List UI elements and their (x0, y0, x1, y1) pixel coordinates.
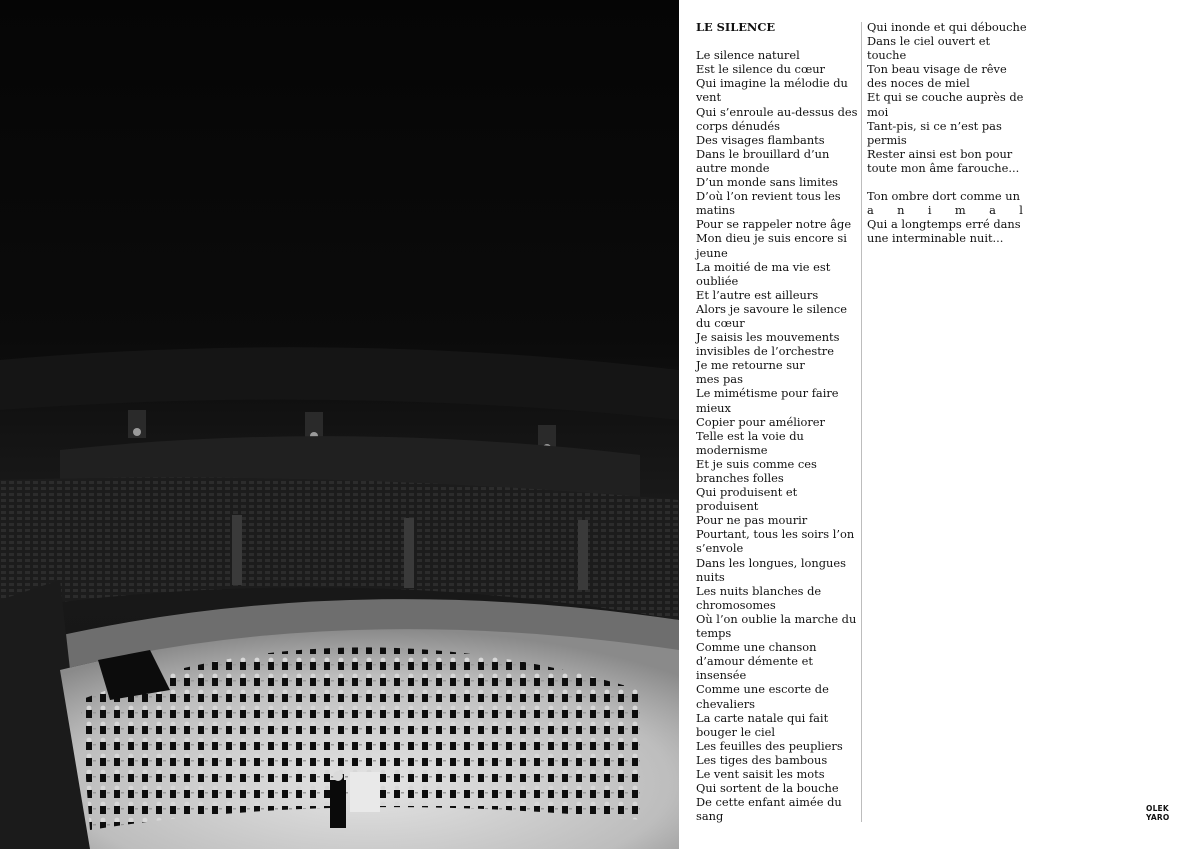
poem-line: Des visages flambants (696, 132, 825, 147)
poem-line: modernisme (696, 442, 768, 457)
poem-line: Les tiges des bambous (696, 752, 828, 767)
poem-line: Pourtant, tous les soirs l’on (696, 527, 855, 542)
poem-line: mes pas (696, 372, 743, 387)
poem-line: Ton beau visage de rêve (867, 62, 1007, 77)
poem-line: Qui inonde et qui débouche (867, 20, 1027, 34)
poem-line: La moitié de ma vie est (696, 259, 831, 274)
poem-line: Le silence naturel (696, 48, 800, 63)
poem-title: LE SILENCE (696, 20, 776, 34)
poem-line: Le vent saisit les mots (696, 766, 825, 781)
poem-line: invisibles de l’orchestre (696, 344, 834, 359)
poem-line: De cette enfant aimée du (696, 795, 842, 810)
poem-line: autre monde (696, 160, 770, 175)
poem-line: oubliée (696, 273, 739, 288)
poem-line: corps dénudés (696, 118, 781, 133)
poem-line: Et l’autre est ailleurs (696, 287, 819, 302)
poem-line: sang (696, 809, 724, 824)
poem-line: Mon dieu je suis encore si (696, 231, 847, 246)
poem-column-2-stanza-1 (867, 20, 1025, 175)
poem-line: Rester ainsi est bon pour (867, 146, 1013, 161)
poem-line: s’envole (696, 541, 744, 556)
poem-line: Telle est la voie du (696, 428, 804, 443)
poem-line: chromosomes (696, 597, 776, 612)
poem-line: Qui s’enroule au-dessus des (696, 104, 858, 119)
poem-line: touche (867, 48, 907, 63)
spaced-letter: a (989, 203, 996, 218)
poem-line: produisent (696, 499, 759, 514)
spaced-letter: n (897, 203, 905, 218)
spaced-word-animal (867, 203, 1023, 217)
signature-line-2: YARO (1146, 813, 1170, 822)
poem-line: Qui imagine la mélodie du (696, 76, 848, 91)
poem-line: d’amour démente et (696, 654, 813, 669)
poem-line: Est le silence du cœur (696, 62, 825, 77)
poem-line: jeune (696, 245, 728, 260)
poem-line: du cœur (696, 315, 745, 330)
poem-column-2-stanza-2 (867, 217, 1025, 245)
poem-line: Alors je savoure le silence (696, 301, 847, 316)
poem-line: Et qui se couche auprès de (867, 90, 1024, 105)
poem-line: moi (867, 104, 889, 119)
poem-line: mieux (696, 400, 731, 415)
poem-line: nuits (696, 569, 725, 584)
poem-line: temps (696, 626, 732, 641)
poem-line: Les feuilles des peupliers (696, 738, 843, 753)
poem-line: une interminable nuit... (867, 231, 1004, 246)
poem-line: Le mimétisme pour faire (696, 386, 839, 401)
poem-line: Les nuits blanches de (696, 583, 822, 598)
poem-line: Copier pour améliorer (696, 414, 825, 429)
poem-line: Comme une escorte de (696, 682, 829, 697)
poem-line: insensée (696, 668, 747, 683)
poem-line: Qui sortent de la bouche (696, 781, 839, 796)
poem-line: toute mon âme farouche... (867, 160, 1020, 175)
poem-line: Ton ombre dort comme un (867, 189, 1020, 204)
column-divider (861, 22, 862, 822)
poem-line: Et je suis comme ces (696, 456, 817, 471)
poem-line: Pour se rappeler notre âge (696, 217, 852, 232)
poem-line: D’un monde sans limites (696, 175, 839, 190)
poem-line: Dans le brouillard d’un (696, 146, 830, 161)
poem-line: Dans le ciel ouvert et (867, 34, 991, 49)
author-signature (1146, 804, 1169, 822)
poem-line: bouger le ciel (696, 724, 775, 739)
spaced-letter: l (1019, 203, 1023, 218)
spaced-letter: m (954, 203, 966, 218)
spaced-letter: a (867, 203, 874, 218)
poem-line: des noces de miel (867, 76, 970, 91)
poem-line: Je saisis les mouvements (696, 330, 840, 345)
stanza-gap (867, 175, 1025, 189)
poem-line: branches folles (696, 471, 784, 485)
poem-line: vent (696, 90, 722, 105)
poem-line: D’où l’on revient tous les (696, 189, 841, 204)
poem-line: Qui a longtemps erré dans (867, 217, 1021, 232)
poem-line: Je me retourne sur (696, 358, 805, 373)
poem-line: La carte natale qui fait (696, 710, 829, 725)
poem-line: Qui produisent et (696, 485, 798, 500)
poem-column-1-lines (696, 48, 860, 823)
spaced-letter: i (927, 203, 932, 218)
poem-column-2 (867, 20, 1025, 246)
poem-line: chevaliers (696, 696, 755, 711)
poem-line: Dans les longues, longues (696, 555, 846, 570)
poem-line: matins (696, 203, 735, 218)
poem-column-1 (696, 20, 860, 823)
signature-line-1: OLEK (1146, 804, 1169, 813)
poem-line: Tant-pis, si ce n’est pas (867, 118, 1002, 133)
poem-line: Pour ne pas mourir (696, 513, 808, 528)
poem-line: permis (867, 132, 907, 147)
poem-line: Comme une chanson (696, 640, 817, 655)
poem-line: Où l’on oublie la marche du (696, 611, 857, 626)
